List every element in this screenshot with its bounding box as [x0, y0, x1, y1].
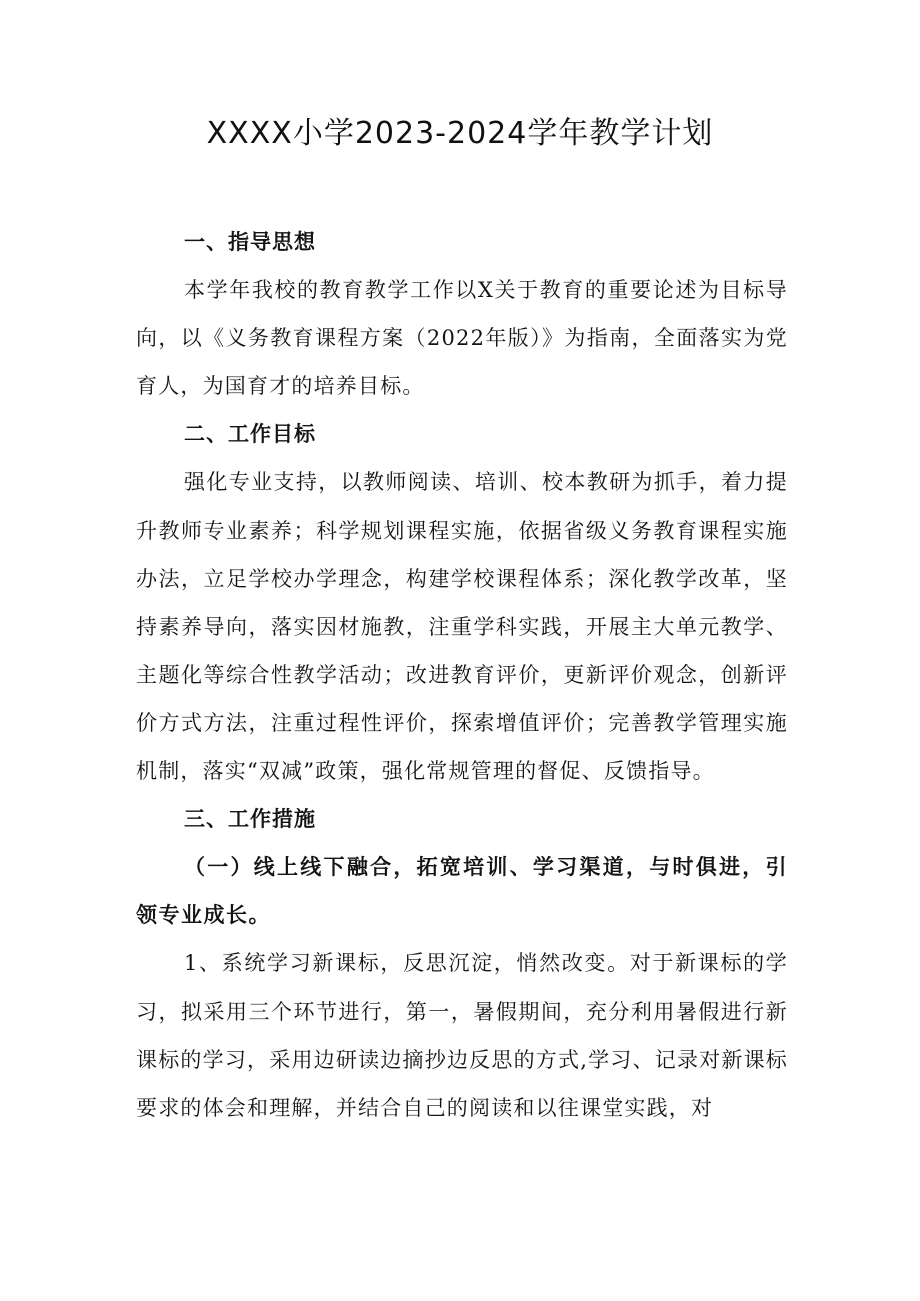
section-paragraph-work-measures: 1、系统学习新课标，反思沉淀，悄然改变。对于新课标的学习，拟采用三个环节进行，第一，暑假期间，充分利用暑假进行新课标的学习，采用边研读边摘抄边反思的方式,学习、记录对新课标要求的体会和理解，并结合自己的阅读和以往课堂实践，对 — [136, 951, 788, 1120]
document-body — [136, 218, 788, 1132]
section-paragraph-work-goals: 强化专业支持，以教师阅读、培训、校本教研为抓手，着力提升教师专业素养；科学规划课程实施，依据省级义务教育课程实施办法，立足学校办学理念，构建学校课程体系；深化教学改革，坚持素养导向，落实因材施教，注重学科实践，开展主大单元教学、主题化等综合性教学活动；改进教育评价，更新评价观念，创新评价方式方法，注重过程性评价，探索增值评价；完善教学管理实施机制，落实“双减”政策，强化常规管理的督促、反馈指导。 — [136, 470, 788, 784]
document-title: XXXX小学2023-2024学年教学计划 — [206, 116, 714, 151]
section-heading-work-goals: 二、工作目标 — [184, 422, 316, 447]
section-heading-guiding-ideology: 一、指导思想 — [184, 230, 316, 254]
section-paragraph-guiding-ideology: 本学年我校的教育教学工作以X关于教育的重要论述为目标导向，以《义务教育课程方案（2022年版）》为指南，全面落实为党育人，为国育才的培养目标。 — [136, 278, 788, 399]
section-subheading-online-offline: （一）线上线下融合，拓宽培训、学习渠道，与时俱进，引领专业成长。 — [136, 855, 788, 928]
section-heading-work-measures: 三、工作措施 — [184, 807, 316, 832]
